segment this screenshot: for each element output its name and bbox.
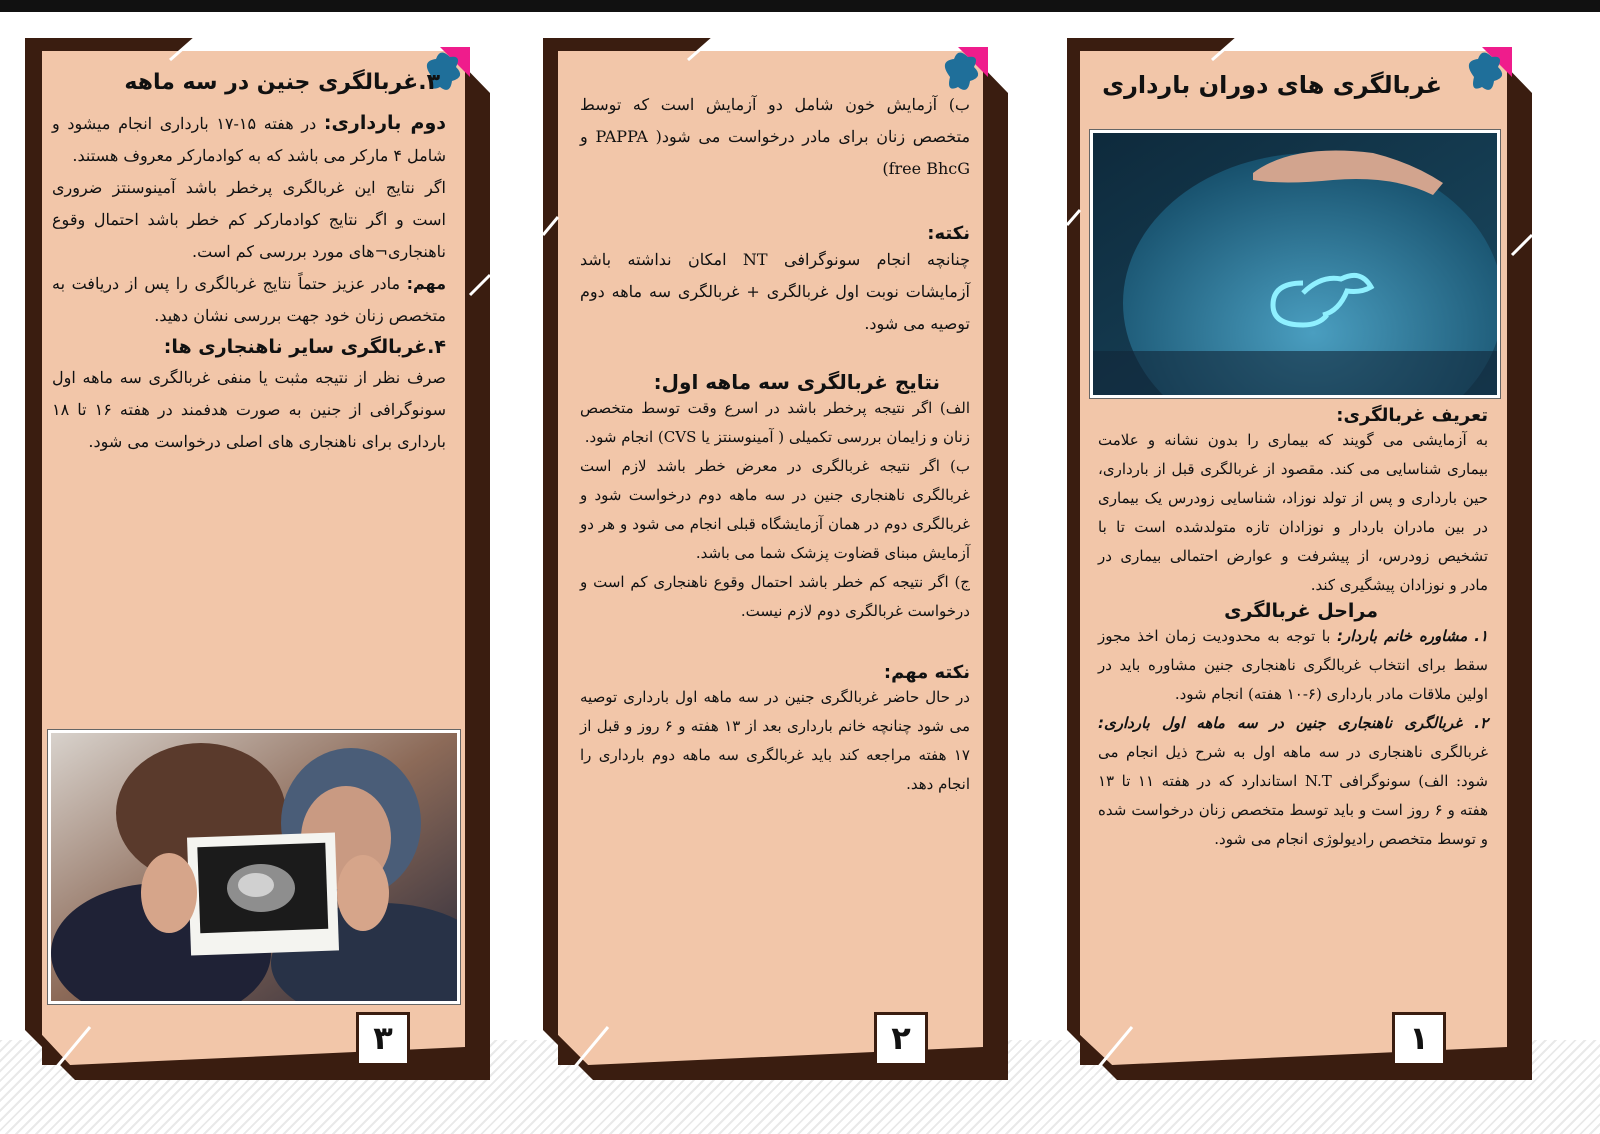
- result-c: ج) اگر نتیجه کم خطر باشد احتمال وقوع ناهنجاری کم است و درخواست غربالگری دوم لازم نیست.: [580, 573, 970, 620]
- page-number-1: ۱: [1392, 1012, 1446, 1066]
- results-heading: نتایج غربالگری سه ماهه اول:: [653, 370, 940, 394]
- p2-text: اگر نتایج این غربالگری پرخطر باشد آمینوسنتز ضروری است و اگر نتایج کوادمارکر کم خطر باشد احتمال وقوع ناهنجاری¬های مورد بررسی کم است.: [52, 178, 446, 261]
- definition-heading: تعریف غربالگری:: [1336, 405, 1488, 426]
- page-number-3: ۳: [356, 1012, 410, 1066]
- p1-bold: دوم بارداری:: [323, 112, 447, 134]
- panel-2-body: [580, 89, 970, 799]
- panel-1-body: [1098, 405, 1488, 854]
- definition-text: به آزمایشی می گویند که بیماری را بدون نشانه و علامت بیماری شناسایی می کند. مقصود از غربالگری قبل از بارداری، حین بارداری و پس از تولد نوزاد، شناسایی زودرس یک بیماری در بین مادران باردار و نوزادان تازه متولدشده است تا با تشخیص زودرس، از پیشرفت و عوارض احتمالی بیماری در مادر و نوزادان پیشگیری کند.: [1098, 431, 1488, 594]
- panel-3: [20, 35, 500, 1085]
- p4-text: صرف نظر از نتیجه مثبت یا منفی غربالگری سه ماهه اول سونوگرافی از جنین به صورت هدفمند در هفته ۱۶ تا ۱۸ بارداری برای ناهنجاری های اصلی درخواست می شود.: [52, 368, 446, 451]
- stage-1-bold: ۱. مشاوره خانم باردار:: [1336, 627, 1488, 645]
- heading-4: ۴.غربالگری سایر ناهنجاری ها:: [163, 336, 446, 358]
- note-heading: نکته:: [927, 223, 970, 244]
- stages-heading: مراحل غربالگری: [1224, 600, 1378, 622]
- result-b: ب) اگر نتیجه غربالگری در معرض خطر باشد لازم است غربالگری ناهنجاری جنین در سه ماهه دوم درخواست شود و غربالگری دوم در همان آزمایشگاه قبلی انجام می شود و هر دو آزمایش مبنای قضاوت پزشک شما می باشد.: [580, 457, 970, 562]
- p3-bold: مهم:: [406, 274, 447, 293]
- p1-text: در هفته ۱۵-۱۷ بارداری انجام میشود و شامل ۴ مارکر می باشد که به کوادمارکر معروف هستند.: [52, 114, 446, 165]
- top-border: [0, 0, 1600, 12]
- stage-2-bold: ۲. غربالگری ناهنجاری جنین در سه ماهه اول بارداری:: [1098, 714, 1488, 732]
- pregnancy-photo: [1090, 130, 1500, 398]
- panel-1: [1062, 35, 1542, 1085]
- important-text: در حال حاضر غربالگری جنین در سه ماهه اول بارداری توصیه می شود چنانچه خانم بارداری بعد از ۱۳ هفته و ۶ روز و قبل از ۱۷ هفته مراجعه کند باید غربالگری سه ماهه دوم بارداری را انجام دهد.: [580, 688, 970, 793]
- p3-text: مادر عزیز حتماً نتایج غربالگری را پس از دریافت به متخصص زنان خود جهت بررسی نشان دهید.: [52, 274, 446, 325]
- panel-1-title: غربالگری های دوران بارداری: [1102, 71, 1442, 99]
- panel-3-body: [52, 107, 446, 458]
- page-number-2: ۲: [874, 1012, 928, 1066]
- ultrasound-photo: [48, 730, 460, 1004]
- stage-1-text: با توجه به محدودیت زمان اخذ مجوز سقط برای انتخاب غربالگری ناهنجاری جنین مشاوره باید در اولین ملاقات مادر بارداری (۶-۱۰ هفته) انجام شود.: [1098, 627, 1488, 703]
- result-a: الف) اگر نتیجه پرخطر باشد در اسرع وقت توسط متخصص زنان و زایمان بررسی تکمیلی ( آمینوسنتز یا CVS) انجام شود.: [580, 399, 970, 446]
- important-heading: نکته مهم:: [883, 662, 970, 683]
- panel-2: [538, 35, 1018, 1085]
- note-text: چنانچه انجام سونوگرافی NT امکان نداشته باشد آزمایشات نوبت اول غربالگری + غربالگری سه ماهه دوم توصیه می شود.: [580, 250, 971, 333]
- panel-3-title: ۳.غربالگری جنین در سه ماهه: [124, 70, 440, 95]
- flower-icon: [1452, 47, 1512, 97]
- intro-text: ب) آزمایش خون شامل دو آزمایش است که توسط متخصص زنان برای مادر درخواست می شود( PAPPA و free BhcG): [580, 95, 971, 178]
- stage-2-text: غربالگری ناهنجاری در سه ماهه اول به شرح ذیل انجام می شود: الف) سونوگرافی N.T استاندارد که در هفته ۱۱ تا ۱۳ هفته و ۶ روز است و باید توسط متخصص زنان درخواست شده و توسط متخصص رادیولوژی انجام می شود.: [1098, 743, 1488, 848]
